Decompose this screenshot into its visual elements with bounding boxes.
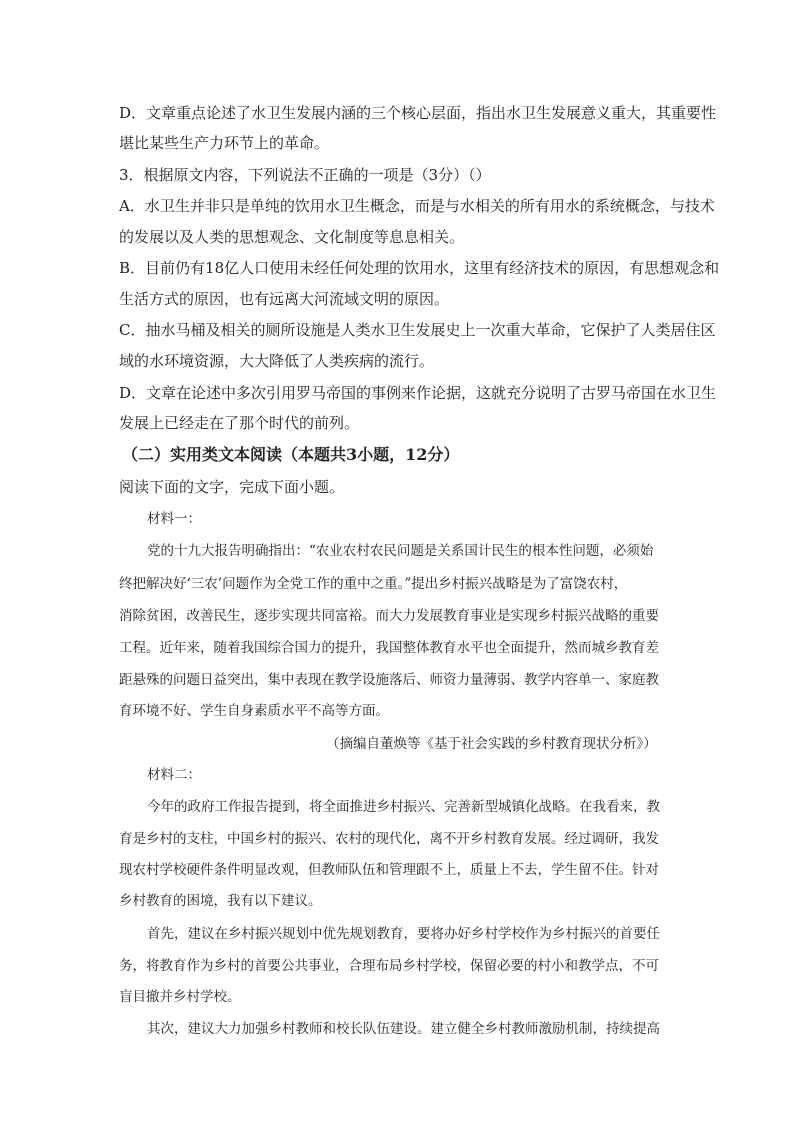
text-line: 域的水环境资源，大大降低了人类疾病的流行。 [119,352,435,370]
text-line: 终把解决好‘三农’问题作为全党工作的重中之重。”提出乡村振兴战略是为了富饶农村， [119,576,628,592]
option-a: A．水卫生并非只是单纯的饮用水卫生概念，而是与水相关的所有用水的系统概念，与技术 [119,197,715,215]
text-line: 消除贫困，改善民生，逐步实现共同富裕。而大力发展教育事业是实现乡村振兴战略的重要 [119,608,659,624]
option-c: C．抽水马桶及相关的厕所设施是人类水卫生发展史上一次重大革命，它保护了人类居住区 [119,321,716,339]
text-line: 生活方式的原因，也有远离大河流域文明的原因。 [119,290,450,308]
text-line: 党的十九大报告明确指出：“农业农村农民问题是关系国计民生的根本性问题，必须始 [147,543,654,559]
text-line: 的发展以及人类的思想观念、文化制度等息息相关。 [119,228,465,246]
section-heading: （二）实用类文本阅读（本题共3小题，12分） [122,445,460,464]
option-d: D．文章在论述中多次引用罗马帝国的事例来作论据，这就充分说明了古罗马帝国在水卫生 [119,384,717,402]
option-b: B．目前仍有18亿人口使用未经任何处理的饮用水，这里有经济技术的原因，有思想观念和 [119,259,720,277]
text-line: 务，将教育作为乡村的首要公共事业，合理布局乡村学校，保留必要的村小和教学点，不可 [119,958,659,974]
text-line: 乡村教育的困境，我有以下建议。 [119,893,322,909]
text-line: 育环境不好、学生自身素质水平不高等方面。 [119,703,389,719]
text-line: 发展上已经走在了那个时代的前列。 [119,414,360,432]
text-line: 今年的政府工作报告提到，将全面推进乡村振兴、完善新型城镇化战略。在我看来，教 [147,799,660,815]
question-3: 3．根据原文内容，下列说法不正确的一项是（3分）（） [119,166,491,184]
text-line: D．文章重点论述了水卫生发展内涵的三个核心层面，指出水卫生发展意义重大，其重要性 [119,104,717,122]
material-one-label: 材料一： [147,511,201,527]
text-line: 盲目撤并乡村学校。 [119,989,241,1005]
text-line: 距悬殊的问题日益突出，集中表现在教学设施落后、师资力量薄弱、教学内容单一、家庭教 [119,672,659,688]
text-line: 工程。近年来，随着我国综合国力的提升，我国整体教育水平也全面提升，然而城乡教育差 [119,640,659,656]
text-line: 其次，建议大力加强乡村教师和校长队伍建设。建立健全乡村教师激励机制，持续提高 [147,1021,660,1037]
material-two-label: 材料二： [147,767,201,783]
citation: （摘编自董焕等《基于社会实践的乡村教育现状分析》） [326,736,657,752]
text-line: 现农村学校硬件条件明显改观，但教师队伍和管理跟不上，质量上不去，学生留不住。针对 [119,862,659,878]
text-line: 育是乡村的支柱，中国乡村的振兴、农村的现代化，离不开乡村教育发展。经过调研，我发 [119,831,659,847]
text-line: 堪比某些生产力环节上的革命。 [119,134,330,152]
text-line: 首先，建议在乡村振兴规划中优先规划教育，要将办好乡村学校作为乡村振兴的首要任 [147,926,660,942]
instruction: 阅读下面的文字，完成下面小题。 [119,478,345,496]
